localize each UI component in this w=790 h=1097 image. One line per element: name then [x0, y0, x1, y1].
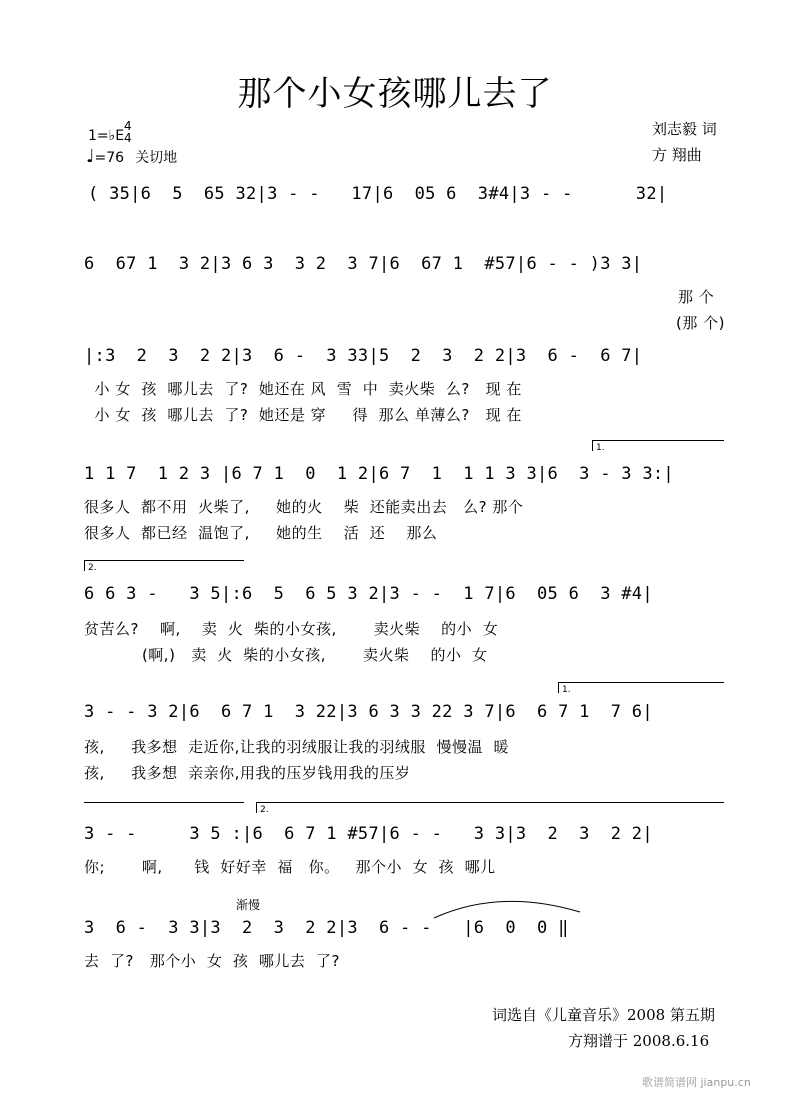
- lyrics-row-5-line-1: 贫苦么? 啊, 卖 火 柴的小女孩, 卖火柴 的小 女: [84, 620, 499, 638]
- volta-1b-label: 1.: [558, 682, 571, 693]
- lyrics-row-8-line-1: 去 了? 那个小 女 孩 哪儿去 了?: [84, 952, 340, 970]
- volta-1b-bracket: [558, 682, 724, 683]
- score-row-3: |:3 2 3 2 2|3 6 - 3 33|5 2 3 2 2|3 6 - 6 7|: [84, 346, 643, 366]
- score-row-5: 6 6 3 - 3 5|:6 5 6 5 3 2|3 - - 1 7|6 05 6 3 #4|: [84, 584, 653, 604]
- volta-1b-continuation: [84, 802, 244, 803]
- quarter-note-icon: ♩: [86, 146, 95, 167]
- volta-2-label: 2.: [84, 560, 97, 571]
- volta-2-bracket: [84, 560, 244, 561]
- volta-1-bracket: [592, 440, 724, 441]
- lyrics-row-3-line-2: 小 女 孩 哪儿去 了? 她还是 穿 得 那么 单薄么? 现 在: [84, 406, 522, 424]
- score-row-2: 6 67 1 3 2|3 6 3 3 2 3 7|6 67 1 #57|6 - - )3 3|: [84, 254, 643, 274]
- score-row-8: 3 6 - 3 3|3 2 3 2 2|3 6 - - |6 0 0 ‖: [84, 918, 569, 938]
- time-signature-bottom: 4: [124, 131, 132, 145]
- volta-1-label: 1.: [592, 440, 605, 451]
- page-title: 那个小女孩哪儿去了: [237, 74, 553, 114]
- volta-2b-bracket: [256, 802, 724, 803]
- expression-mark: 关切地: [135, 150, 178, 166]
- time-signature-top: 4: [124, 119, 132, 133]
- score-row-4: 1 1 7 1 2 3 |6 7 1 0 1 2|6 7 1 1 1 3 3|6 3 - 3 3:|: [84, 464, 674, 484]
- lyrics-row-3-line-1: 小 女 孩 哪儿去 了? 她还在 风 雪 中 卖火柴 么? 现 在: [84, 380, 522, 398]
- watermark: 歌谱简谱网 jianpu.cn: [642, 1076, 751, 1089]
- lyrics-row-6-line-2: 孩, 我多想 亲亲你,用我的压岁钱用我的压岁: [84, 764, 411, 782]
- footer-source: 词选自《儿童音乐》2008 第五期: [492, 1006, 715, 1024]
- lyrics-row-5-line-2: (啊,) 卖 火 柴的小女孩, 卖火柴 的小 女: [84, 646, 488, 664]
- key-signature: 1=♭E: [88, 128, 125, 144]
- tempo-value: =76: [94, 150, 125, 166]
- composer: 方 翔曲: [652, 146, 702, 164]
- score-row-1: ( 35|6 5 65 32|3 - - 17|6 05 6 3#4|3 - - 32|: [88, 184, 668, 204]
- tie-arc: [430, 892, 590, 922]
- lyrics-row-2-line-1: 那 个: [678, 288, 715, 306]
- time-signature: [124, 120, 132, 144]
- tempo-marking: [86, 146, 177, 167]
- lyrics-row-4-line-2: 很多人 都已经 温饱了, 她的生 活 还 那么: [84, 524, 438, 542]
- score-row-6: 3 - - 3 2|6 6 7 1 3 22|3 6 3 3 22 3 7|6 6 7 1 7 6|: [84, 702, 653, 722]
- lyrics-row-4-line-1: 很多人 都不用 火柴了, 她的火 柴 还能卖出去 么? 那个: [84, 498, 524, 516]
- volta-2b-label: 2.: [256, 802, 269, 813]
- lyrics-row-6-line-1: 孩, 我多想 走近你,让我的羽绒服让我的羽绒服 慢慢温 暖: [84, 738, 509, 756]
- score-row-7: 3 - - 3 5 :|6 6 7 1 #57|6 - - 3 3|3 2 3 2 2|: [84, 824, 653, 844]
- tempo-change-mark: 渐慢: [236, 898, 261, 912]
- lyricist: 刘志毅 词: [652, 120, 717, 138]
- lyrics-row-7-line-1: 你; 啊, 钱 好好幸 福 你。 那个小 女 孩 哪儿: [84, 858, 496, 876]
- footer-signature: 方翔谱于 2008.6.16: [568, 1032, 710, 1050]
- lyrics-row-2-line-2: (那 个): [676, 314, 725, 332]
